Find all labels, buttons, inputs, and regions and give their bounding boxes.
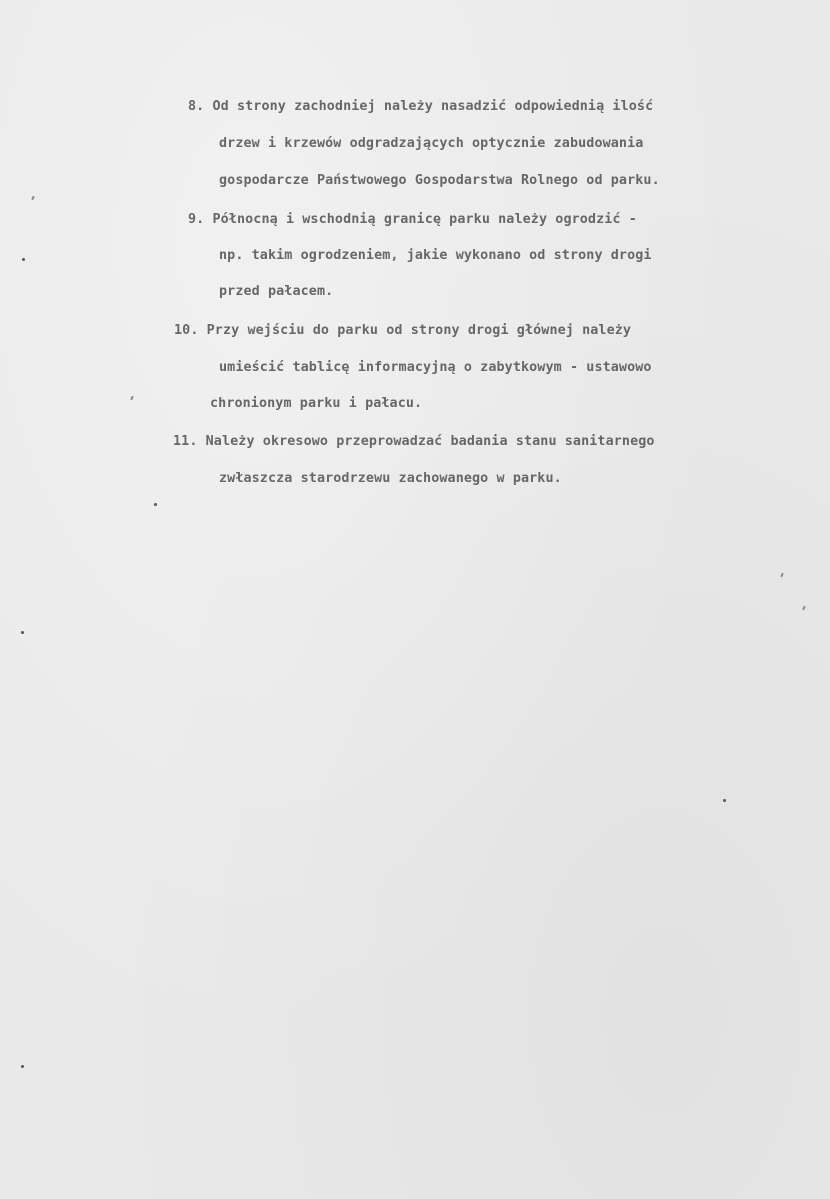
paper-speck — [723, 799, 726, 802]
item-8-line-2: drzew i krzewów odgradzających optycznie zabudowania — [219, 136, 644, 151]
paper-mark — [31, 196, 35, 200]
item-8-line-1: 8. Od strony zachodniej należy nasadzić odpowiednią ilość — [188, 99, 654, 114]
item-8-line-3: gospodarcze Państwowego Gospodarstwa Rolnego od parku. — [219, 173, 660, 188]
item-9-line-1: 9. Północną i wschodnią granicę parku należy ogrodzić - — [188, 212, 637, 227]
item-10-line-2: umieścić tablicę informacyjną o zabytkowym - ustawowo — [219, 360, 652, 375]
item-11-line-2: zwłaszcza starodrzewu zachowanego w parku. — [219, 471, 562, 486]
paper-speck — [21, 1065, 24, 1068]
paper-speck — [21, 631, 24, 634]
paper-mark — [130, 396, 134, 400]
item-9-line-2: np. takim ogrodzeniem, jakie wykonano od strony drogi — [219, 248, 652, 263]
paper-speck — [22, 258, 25, 261]
paper-mark — [802, 606, 806, 610]
item-9-line-3: przed pałacem. — [219, 284, 334, 299]
item-11-line-1: 11. Należy okresowo przeprowadzać badania stanu sanitarnego — [173, 434, 655, 449]
paper-speck — [154, 503, 157, 506]
paper-mark — [780, 573, 784, 577]
item-10-line-1: 10. Przy wejściu do parku od strony drogi głównej należy — [174, 323, 632, 338]
item-10-line-3: chronionym parku i pałacu. — [210, 396, 423, 411]
